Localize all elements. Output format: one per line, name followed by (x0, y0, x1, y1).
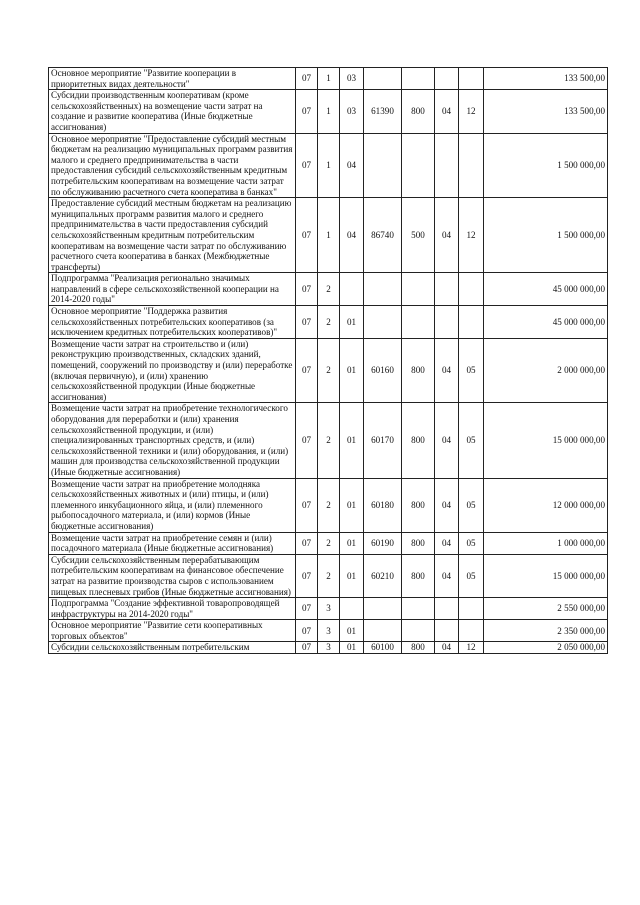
row-subprogram-code: 2 (318, 306, 340, 339)
row-description: Основное мероприятие "Развитие сети кооперативных торговых объектов" (49, 620, 296, 642)
row-expense-type: 800 (402, 642, 435, 654)
row-event-code: 01 (340, 620, 364, 642)
row-description: Возмещение части затрат на приобретение технологического оборудования для переработки и (или) хранения сельскохозяйственной продукции, и (или) специализированных транспортных средств, и (или) сельскохозяйственной техники и (или) оборудования, и (или) машин для производства сельскохозяйственной продукции (Иные бюджетные ассигнования) (49, 403, 296, 478)
table-row (49, 198, 608, 273)
row-section: 04 (435, 554, 459, 597)
row-subsection: 05 (459, 554, 484, 597)
table-row (49, 338, 608, 403)
row-program-code: 07 (296, 620, 318, 642)
row-amount: 1 500 000,00 (484, 198, 608, 273)
row-amount: 12 000 000,00 (484, 478, 608, 532)
row-subsection: 05 (459, 338, 484, 403)
row-section: 04 (435, 532, 459, 554)
row-direction-code (364, 598, 402, 620)
row-direction-code: 60210 (364, 554, 402, 597)
row-description: Подпрограмма "Создание эффективной товаропроводящей инфраструктуры на 2014-2020 годы" (49, 598, 296, 620)
row-section: 04 (435, 642, 459, 654)
row-subprogram-code: 1 (318, 133, 340, 198)
row-subprogram-code: 1 (318, 68, 340, 90)
row-amount: 45 000 000,00 (484, 273, 608, 306)
row-description: Возмещение части затрат на строительство и (или) реконструкцию производственных, складских зданий, помещений, сооружений по производству и (или) переработке (включая первичную), и (или) хранению сельскохозяйственной продукции (Иные бюджетные ассигнования) (49, 338, 296, 403)
row-section: 04 (435, 403, 459, 478)
row-event-code: 03 (340, 68, 364, 90)
row-direction-code: 60160 (364, 338, 402, 403)
row-program-code: 07 (296, 554, 318, 597)
row-expense-type (402, 620, 435, 642)
row-description: Возмещение части затрат на приобретение молодняка сельскохозяйственных животных и (или) птицы, и (или) племенного инкубационного яйца, и (или) племенного рыбопосадочного материала, и (или) кормов (Иные бюджетные ассигнования) (49, 478, 296, 532)
table-row (49, 273, 608, 306)
row-program-code: 07 (296, 306, 318, 339)
table-row (49, 642, 608, 654)
row-subsection (459, 133, 484, 198)
row-event-code: 04 (340, 133, 364, 198)
row-event-code: 01 (340, 532, 364, 554)
row-program-code: 07 (296, 68, 318, 90)
row-subsection: 12 (459, 642, 484, 654)
row-program-code: 07 (296, 90, 318, 133)
row-event-code: 01 (340, 642, 364, 654)
budget-table (48, 67, 608, 654)
row-direction-code (364, 68, 402, 90)
row-event-code: 01 (340, 554, 364, 597)
table-row (49, 478, 608, 532)
row-expense-type (402, 133, 435, 198)
row-program-code: 07 (296, 198, 318, 273)
row-subprogram-code: 3 (318, 598, 340, 620)
row-amount: 1 000 000,00 (484, 532, 608, 554)
row-section (435, 273, 459, 306)
row-expense-type: 800 (402, 532, 435, 554)
row-program-code: 07 (296, 273, 318, 306)
row-expense-type: 800 (402, 478, 435, 532)
row-amount: 2 550 000,00 (484, 598, 608, 620)
row-direction-code (364, 306, 402, 339)
row-subprogram-code: 2 (318, 478, 340, 532)
row-direction-code: 60100 (364, 642, 402, 654)
row-section: 04 (435, 198, 459, 273)
row-subsection (459, 273, 484, 306)
table-row (49, 532, 608, 554)
row-subprogram-code: 1 (318, 90, 340, 133)
row-subsection: 05 (459, 403, 484, 478)
row-subprogram-code: 3 (318, 642, 340, 654)
row-section: 04 (435, 338, 459, 403)
row-subprogram-code: 2 (318, 532, 340, 554)
row-subprogram-code: 1 (318, 198, 340, 273)
row-event-code (340, 273, 364, 306)
row-description: Возмещение части затрат на приобретение семян и (или) посадочного материала (Иные бюджетные ассигнования) (49, 532, 296, 554)
row-direction-code (364, 620, 402, 642)
table-row (49, 306, 608, 339)
row-expense-type (402, 68, 435, 90)
row-program-code: 07 (296, 133, 318, 198)
row-event-code: 04 (340, 198, 364, 273)
row-section: 04 (435, 90, 459, 133)
table-row (49, 68, 608, 90)
table-body (49, 68, 608, 654)
row-amount: 15 000 000,00 (484, 403, 608, 478)
row-expense-type: 800 (402, 403, 435, 478)
row-subsection (459, 620, 484, 642)
row-amount: 15 000 000,00 (484, 554, 608, 597)
row-program-code: 07 (296, 338, 318, 403)
row-description: Подпрограмма "Реализация регионально значимых направлений в сфере сельскохозяйственной кооперации на 2014-2020 годы" (49, 273, 296, 306)
row-subprogram-code: 3 (318, 620, 340, 642)
row-section (435, 620, 459, 642)
table-row (49, 403, 608, 478)
table-row (49, 620, 608, 642)
row-description: Основное мероприятие "Поддержка развития сельскохозяйственных потребительских кооперативов (за исключением кредитных потребительских кооперативов)" (49, 306, 296, 339)
row-program-code: 07 (296, 478, 318, 532)
row-subsection: 12 (459, 90, 484, 133)
row-expense-type (402, 273, 435, 306)
table-row (49, 90, 608, 133)
row-section (435, 68, 459, 90)
row-description: Предоставление субсидий местным бюджетам на реализацию муниципальных программ развития малого и среднего предпринимательства в части предоставления субсидий сельскохозяйственным кредитным потребительским кооперативам на возмещение части затрат по обслуживанию расчетного счета кооператива в банках (Межбюджетные трансферты) (49, 198, 296, 273)
row-expense-type: 800 (402, 554, 435, 597)
row-description: Основное мероприятие "Предоставление субсидий местным бюджетам на реализацию муниципальных программ развития малого и среднего предпринимательства в части предоставления субсидий сельскохозяйственным кредитным потребительским кооперативам на возмещение части затрат по обслуживанию расчетного счета кооператива в банках" (49, 133, 296, 198)
row-direction-code: 86740 (364, 198, 402, 273)
row-subprogram-code: 2 (318, 273, 340, 306)
row-amount: 2 350 000,00 (484, 620, 608, 642)
row-direction-code: 61390 (364, 90, 402, 133)
row-program-code: 07 (296, 403, 318, 478)
row-subsection: 12 (459, 198, 484, 273)
row-program-code: 07 (296, 642, 318, 654)
row-section (435, 598, 459, 620)
row-amount: 2 000 000,00 (484, 338, 608, 403)
row-description: Субсидии производственным кооперативам (кроме сельскохозяйственных) на возмещение части затрат на создание и развитие кооператива (Иные бюджетные ассигнования) (49, 90, 296, 133)
row-amount: 2 050 000,00 (484, 642, 608, 654)
row-direction-code: 60180 (364, 478, 402, 532)
row-subsection: 05 (459, 478, 484, 532)
row-expense-type: 800 (402, 90, 435, 133)
table-row (49, 133, 608, 198)
row-direction-code (364, 133, 402, 198)
row-direction-code (364, 273, 402, 306)
table-row (49, 554, 608, 597)
row-event-code: 01 (340, 338, 364, 403)
row-section (435, 306, 459, 339)
row-event-code: 03 (340, 90, 364, 133)
row-event-code (340, 598, 364, 620)
row-subsection (459, 68, 484, 90)
row-expense-type: 800 (402, 338, 435, 403)
row-description: Основное мероприятие "Развитие кооперации в приоритетных видах деятельности" (49, 68, 296, 90)
row-subsection: 05 (459, 532, 484, 554)
row-program-code: 07 (296, 532, 318, 554)
row-event-code: 01 (340, 306, 364, 339)
row-amount: 133 500,00 (484, 90, 608, 133)
table-row (49, 598, 608, 620)
row-subsection (459, 598, 484, 620)
row-subprogram-code: 2 (318, 338, 340, 403)
row-event-code: 01 (340, 478, 364, 532)
row-direction-code: 60190 (364, 532, 402, 554)
row-subprogram-code: 2 (318, 554, 340, 597)
row-program-code: 07 (296, 598, 318, 620)
row-expense-type (402, 306, 435, 339)
row-subprogram-code: 2 (318, 403, 340, 478)
row-expense-type: 500 (402, 198, 435, 273)
row-amount: 133 500,00 (484, 68, 608, 90)
row-subsection (459, 306, 484, 339)
row-direction-code: 60170 (364, 403, 402, 478)
row-amount: 45 000 000,00 (484, 306, 608, 339)
row-amount: 1 500 000,00 (484, 133, 608, 198)
row-expense-type (402, 598, 435, 620)
row-section (435, 133, 459, 198)
row-description: Субсидии сельскохозяйственным потребительским (49, 642, 296, 654)
row-description: Субсидии сельскохозяйственным перерабатывающим потребительским кооперативам на финансовое обеспечение затрат на развитие производства сыров с использованием пищевых плесневых грибов (Иные бюджетные ассигнования) (49, 554, 296, 597)
row-event-code: 01 (340, 403, 364, 478)
row-section: 04 (435, 478, 459, 532)
